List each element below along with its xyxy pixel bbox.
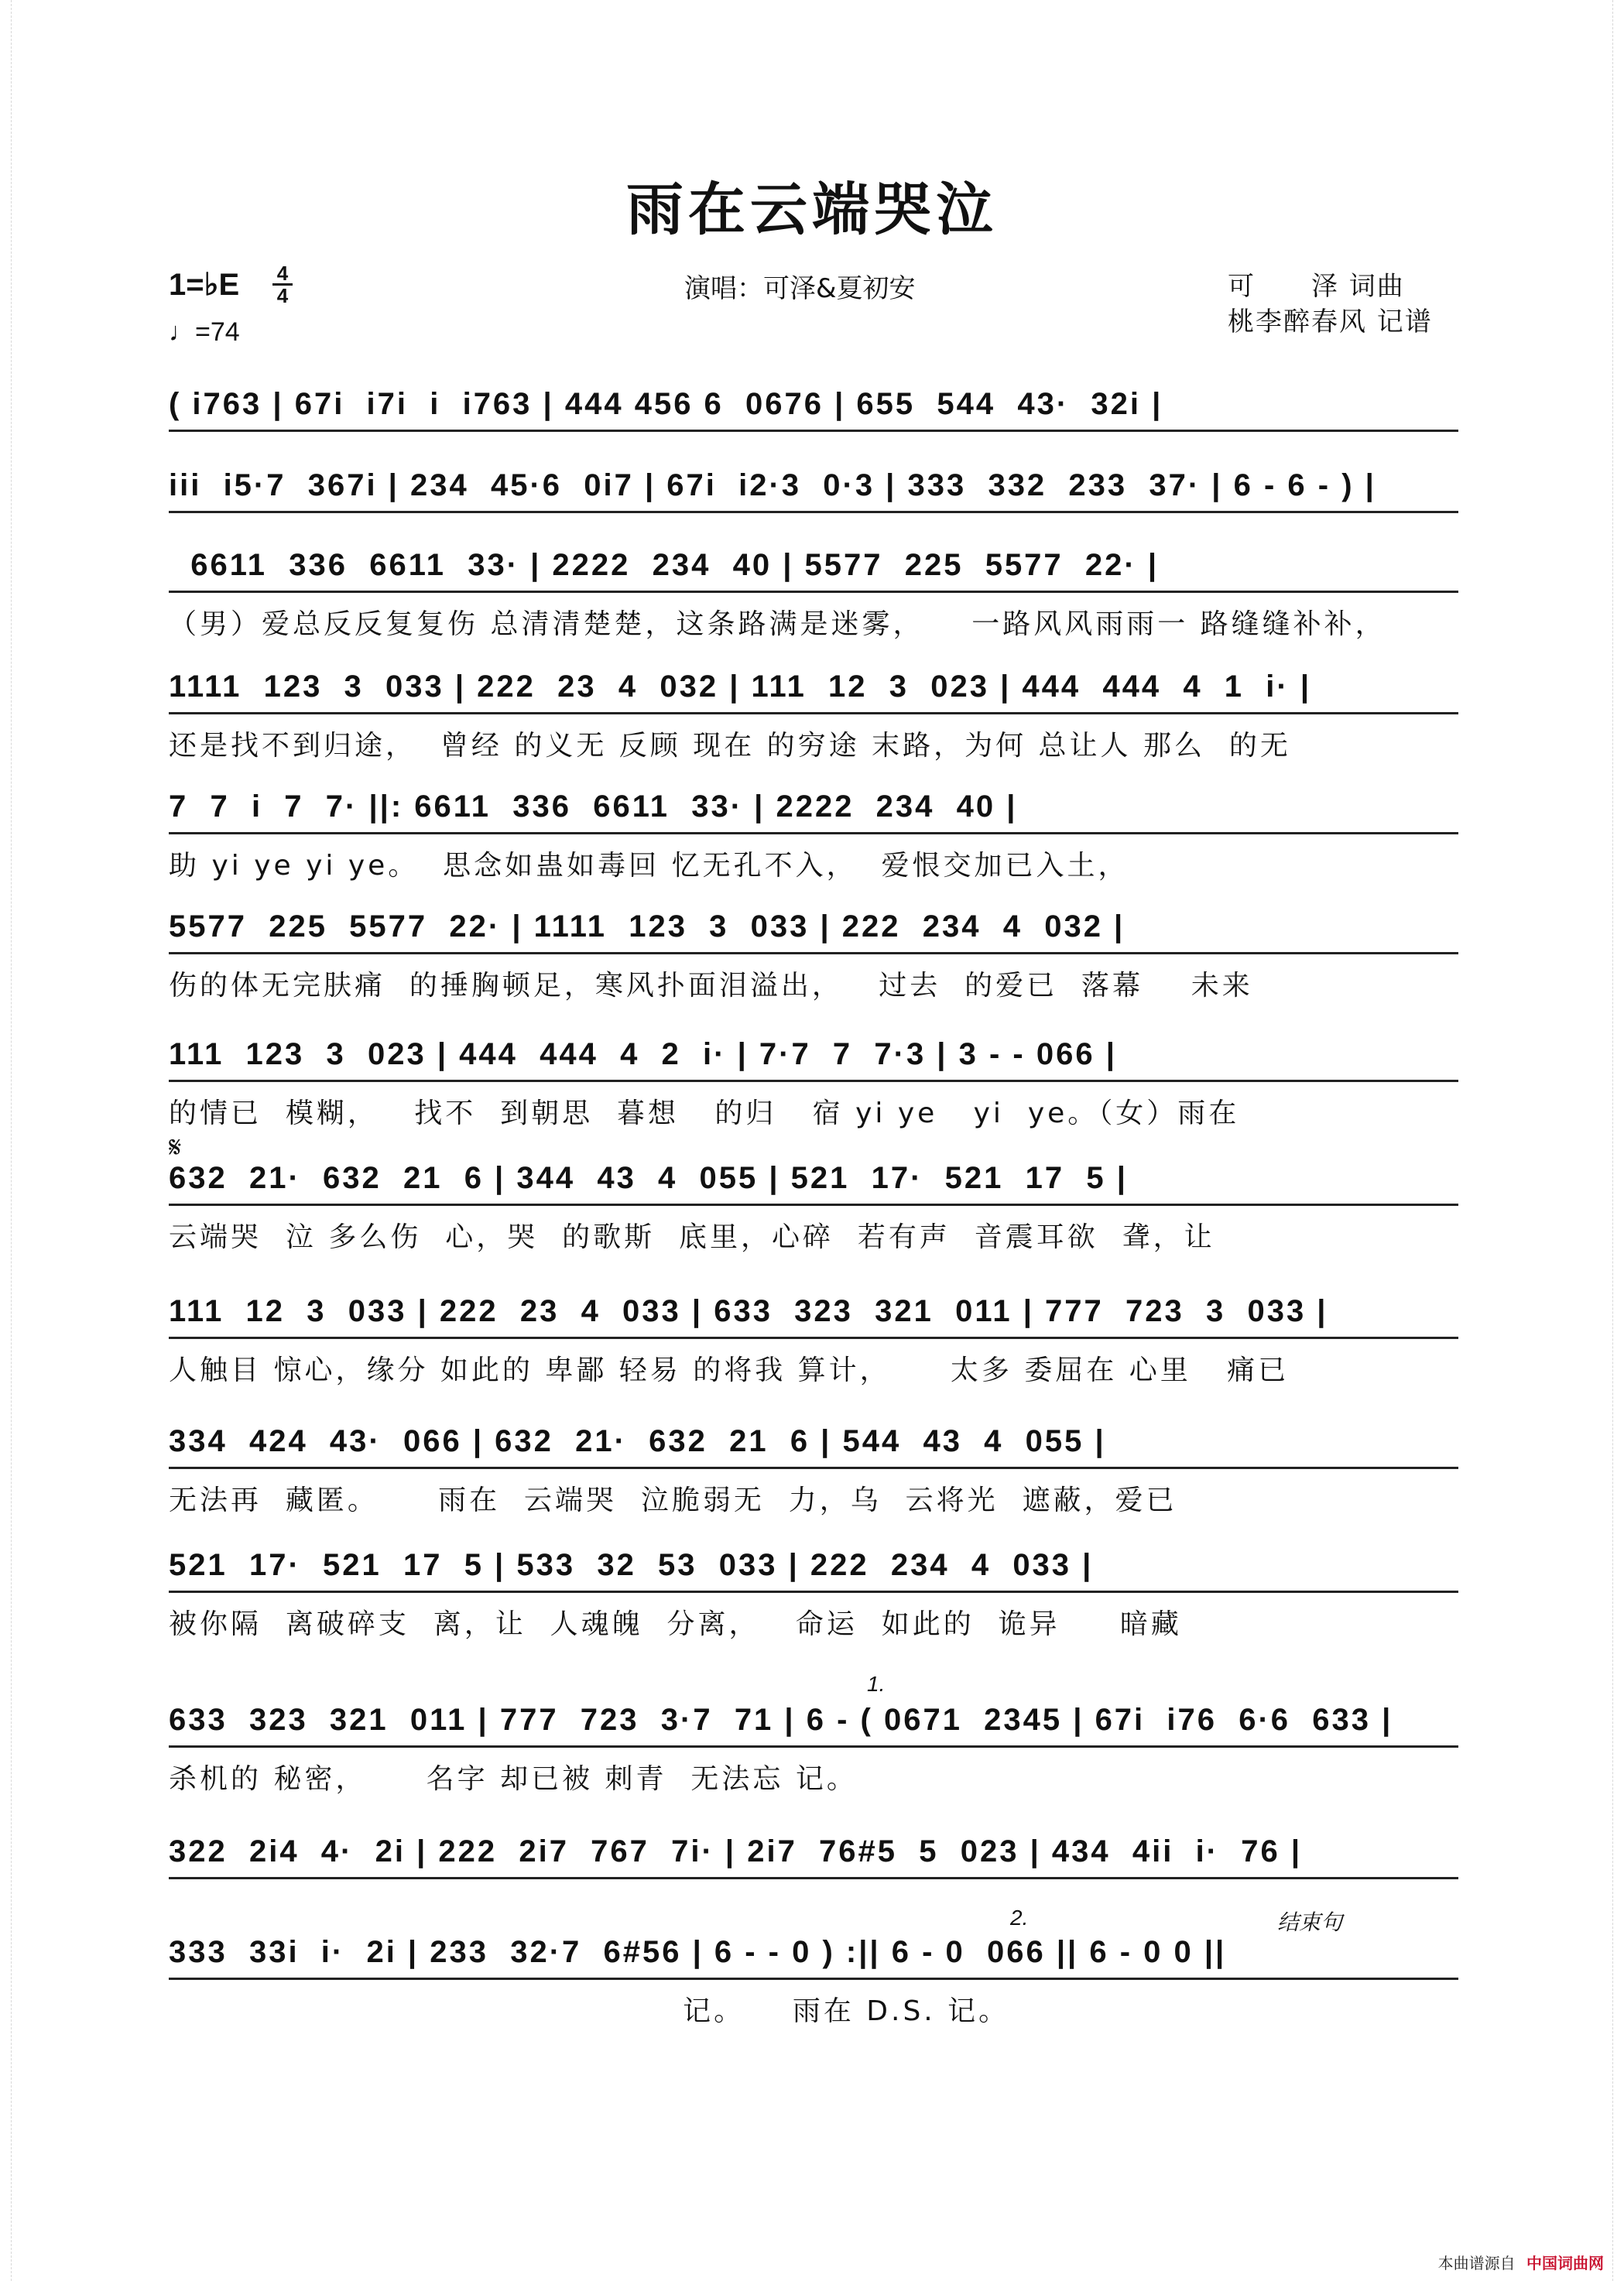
score-line <box>169 1294 1458 1388</box>
lyric-row: 记。 雨在 D.S. 记。 <box>169 1995 1010 2027</box>
notation-row: iii i5·7 367i | 234 45·6 0i7 | 67i i2·3 0·3 | 333 332 233 37· | 6 - 6 - ) | <box>169 468 1458 513</box>
notation-row: 1111 123 3 033 | 222 23 4 032 | 111 12 3 023 | 444 444 4 1 i· | <box>169 670 1458 714</box>
notation-row: 333 33i i· 2i | 233 32·7 6#56 | 6 - - 0 ) :|| 6 - 0 066 || 6 - 0 0 || <box>169 1935 1458 1980</box>
notation-row: 632 21· 632 21 6 | 344 43 4 055 | 521 17· 521 17 5 | <box>169 1161 1458 1206</box>
segno-sign: 𝄋 <box>169 1130 182 1164</box>
footer-source-text: 本曲谱源自 <box>1437 2254 1516 2272</box>
left-margin-strip <box>0 0 12 2281</box>
score-line <box>169 468 1458 522</box>
singer-credit: 演唱：可泽&夏初安 <box>684 273 916 304</box>
score-line <box>169 670 1458 763</box>
score-line <box>169 1703 1458 1796</box>
footer-site-link[interactable]: 中国词曲网 <box>1526 2254 1604 2272</box>
notation-row: ( i763 | 67i i7i i i763 | 444 456 6 0676 | 655 544 43· 32i | <box>169 387 1458 432</box>
score-line <box>169 1161 1458 1255</box>
second-ending-label: 2. <box>1010 1906 1029 1930</box>
lyricist-composer-credit: 可 泽 词曲 <box>1228 271 1405 302</box>
score-line <box>169 1935 1458 2029</box>
key-signature: 1=♭E <box>169 268 240 302</box>
time-signature-bottom: 4 <box>276 284 289 307</box>
lyric-row: 还是找不到归途， 曾经 的义无 反顾 现在 的穷途 末路，为何 总让人 那么 的无 <box>169 730 1291 762</box>
lyric-row: 无法再 藏匿。 雨在 云端哭 泣脆弱无 力，乌 云将光 遮蔽，爱已 <box>169 1485 1177 1516</box>
score-line <box>169 1834 1458 1889</box>
notation-row: 633 323 321 011 | 777 723 3·7 71 | 6 - ( 0671 2345 | 67i i76 6·6 633 | <box>169 1703 1458 1748</box>
score-line <box>169 1037 1458 1131</box>
notation-row: 5577 225 5577 22· | 1111 123 3 033 | 222 234 4 032 | <box>169 909 1458 954</box>
notation-row: 111 123 3 023 | 444 444 4 2 i· | 7·7 7 7·3 | 3 - - 066 | <box>169 1037 1458 1082</box>
notation-row: 7 7 i 7 7· ||: 6611 336 6611 33· | 2222 234 40 | <box>169 789 1458 834</box>
right-margin-strip <box>1612 0 1624 2281</box>
tempo-mark: ♩=74 <box>169 317 240 347</box>
page-footer <box>1438 2251 1604 2273</box>
notation-row: 334 424 43· 066 | 632 21· 632 21 6 | 544 43 4 055 | <box>169 1424 1458 1469</box>
lyric-row: （男）爱总反反复复伤 总清清楚楚，这条路满是迷雾， 一路风风雨雨一 路缝缝补补， <box>169 608 1386 640</box>
lyric-row: 被你隔 离破碎支 离，让 人魂魄 分离， 命运 如此的 诡异 暗藏 <box>169 1608 1182 1640</box>
song-title: 雨在云端哭泣 <box>626 176 998 243</box>
score-line <box>169 387 1458 441</box>
notation-row: 322 2i4 4· 2i | 222 2i7 767 7i· | 2i7 76#5 5 023 | 434 4ii i· 76 | <box>169 1834 1458 1879</box>
score-line <box>169 1548 1458 1642</box>
lyric-row: 助 yi ye yi ye。 思念如蛊如毒回 忆无孔不入， 爱恨交加已入土， <box>169 850 1129 882</box>
transcriber-credit: 桃李醉春风 记谱 <box>1228 307 1433 337</box>
score-line <box>169 909 1458 1003</box>
score-line <box>169 548 1458 642</box>
lyric-row: 的情已 模糊， 找不 到朝思 暮想 的归 宿 yi ye yi ye。（女）雨在 <box>169 1098 1240 1129</box>
notation-row: 6611 336 6611 33· | 2222 234 40 | 5577 225 5577 22· | <box>169 548 1458 593</box>
lyric-row: 杀机的 秘密， 名字 却已被 刺青 无法忘 记。 <box>169 1763 858 1795</box>
time-signature-top: 4 <box>276 262 289 285</box>
first-ending-label: 1. <box>867 1672 886 1696</box>
lyric-row: 人触目 惊心，缘分 如此的 卑鄙 轻易 的将我 算计， 太多 委屈在 心里 痛已 <box>169 1355 1290 1386</box>
notation-row: 111 12 3 033 | 222 23 4 033 | 633 323 321 011 | 777 723 3 033 | <box>169 1294 1458 1339</box>
coda-label: 结束句 <box>1277 1909 1343 1935</box>
time-signature <box>272 263 293 306</box>
score-line <box>169 1424 1458 1518</box>
lyric-row: 伤的体无完肤痛 的捶胸顿足，寒风扑面泪溢出， 过去 的爱已 落幕 未来 <box>169 970 1253 1002</box>
lyric-row: 云端哭 泣 多么伤 心，哭 的歌斯 底里，心碎 若有声 音震耳欲 聋，让 <box>169 1221 1215 1253</box>
score-line <box>169 789 1458 883</box>
notation-row: 521 17· 521 17 5 | 533 32 53 033 | 222 234 4 033 | <box>169 1548 1458 1593</box>
